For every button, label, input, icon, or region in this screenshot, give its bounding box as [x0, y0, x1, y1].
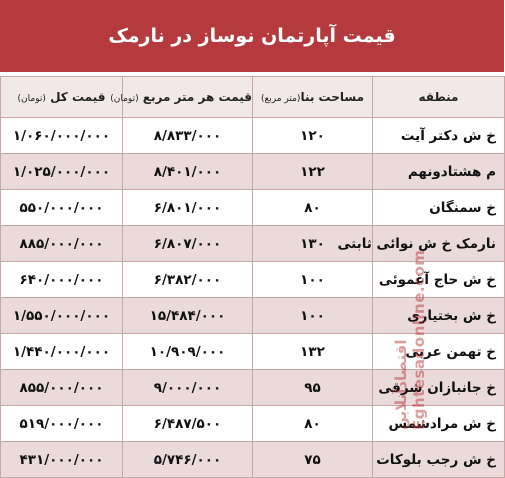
cell-price-per-m2: ۶/۳۸۲/۰۰۰ — [123, 262, 253, 298]
cell-area: ۷۵ — [253, 442, 373, 478]
cell-region: خ ش بختیاری — [373, 298, 505, 334]
cell-total-price: ۸۸۵/۰۰۰/۰۰۰ — [1, 226, 123, 262]
header-area: مساحت بنا(متر مربع) — [253, 77, 373, 118]
header-total-price: قیمت کل (تومان) — [1, 77, 123, 118]
table-row — [1, 154, 505, 190]
cell-area: ۹۵ — [253, 370, 373, 406]
cell-region: خ تهمن عربی — [373, 334, 505, 370]
cell-area: ۱۳۲ — [253, 334, 373, 370]
cell-region: خ جانبازان شرقی — [373, 370, 505, 406]
cell-total-price: ۱/۵۵۰/۰۰۰/۰۰۰ — [1, 298, 123, 334]
cell-total-price: ۴۳۱/۰۰۰/۰۰۰ — [1, 442, 123, 478]
cell-total-price: ۵۱۹/۰۰۰/۰۰۰ — [1, 406, 123, 442]
cell-region: خ ش حاج آغموئی — [373, 262, 505, 298]
cell-price-per-m2: ۵/۷۴۶/۰۰۰ — [123, 442, 253, 478]
page-title: قیمت آپارتمان نوساز در نارمک — [0, 0, 504, 72]
cell-price-per-m2: ۸/۸۳۳/۰۰۰ — [123, 118, 253, 154]
cell-total-price: ۵۵۰/۰۰۰/۰۰۰ — [1, 190, 123, 226]
table-row — [1, 190, 505, 226]
cell-total-price: ۱/۰۲۵/۰۰۰/۰۰۰ — [1, 154, 123, 190]
cell-area: ۸۰ — [253, 190, 373, 226]
cell-region: نارمک خ ش نوائی ثابتی — [373, 226, 505, 262]
cell-area: ۱۳۰ — [253, 226, 373, 262]
cell-total-price: ۱/۰۶۰/۰۰۰/۰۰۰ — [1, 118, 123, 154]
cell-area: ۱۲۲ — [253, 154, 373, 190]
header-region: منطقه — [373, 77, 505, 118]
table-row — [1, 298, 505, 334]
table-row — [1, 118, 505, 154]
cell-total-price: ۱/۴۴۰/۰۰۰/۰۰۰ — [1, 334, 123, 370]
cell-price-per-m2: ۶/۴۸۷/۵۰۰ — [123, 406, 253, 442]
cell-region: خ ش مرادشمس — [373, 406, 505, 442]
cell-area: ۸۰ — [253, 406, 373, 442]
cell-region: م هشتادونهم — [373, 154, 505, 190]
price-table — [0, 76, 505, 478]
table-row — [1, 334, 505, 370]
cell-area: ۱۰۰ — [253, 298, 373, 334]
cell-price-per-m2: ۶/۸۰۱/۰۰۰ — [123, 190, 253, 226]
cell-price-per-m2: ۶/۸۰۷/۰۰۰ — [123, 226, 253, 262]
cell-price-per-m2: ۱۰/۹۰۹/۰۰۰ — [123, 334, 253, 370]
table-row — [1, 226, 505, 262]
cell-area: ۱۲۰ — [253, 118, 373, 154]
cell-price-per-m2: ۹/۰۰۰/۰۰۰ — [123, 370, 253, 406]
cell-region: خ سمنگان — [373, 190, 505, 226]
table-row — [1, 370, 505, 406]
cell-region: خ ش رجب بلوکات — [373, 442, 505, 478]
cell-total-price: ۸۵۵/۰۰۰/۰۰۰ — [1, 370, 123, 406]
table-row — [1, 406, 505, 442]
cell-total-price: ۶۴۰/۰۰۰/۰۰۰ — [1, 262, 123, 298]
header-price-per-m2: قیمت هر متر مربع (تومان) — [123, 77, 253, 118]
cell-price-per-m2: ۸/۴۰۱/۰۰۰ — [123, 154, 253, 190]
cell-area: ۱۰۰ — [253, 262, 373, 298]
cell-price-per-m2: ۱۵/۴۸۴/۰۰۰ — [123, 298, 253, 334]
table-row — [1, 262, 505, 298]
cell-region: خ ش دکتر آیت — [373, 118, 505, 154]
table-header-row — [1, 77, 505, 118]
watermark-text: اقتصادآنلاین Eghtesadonline.com — [392, 249, 428, 430]
table-row — [1, 442, 505, 478]
